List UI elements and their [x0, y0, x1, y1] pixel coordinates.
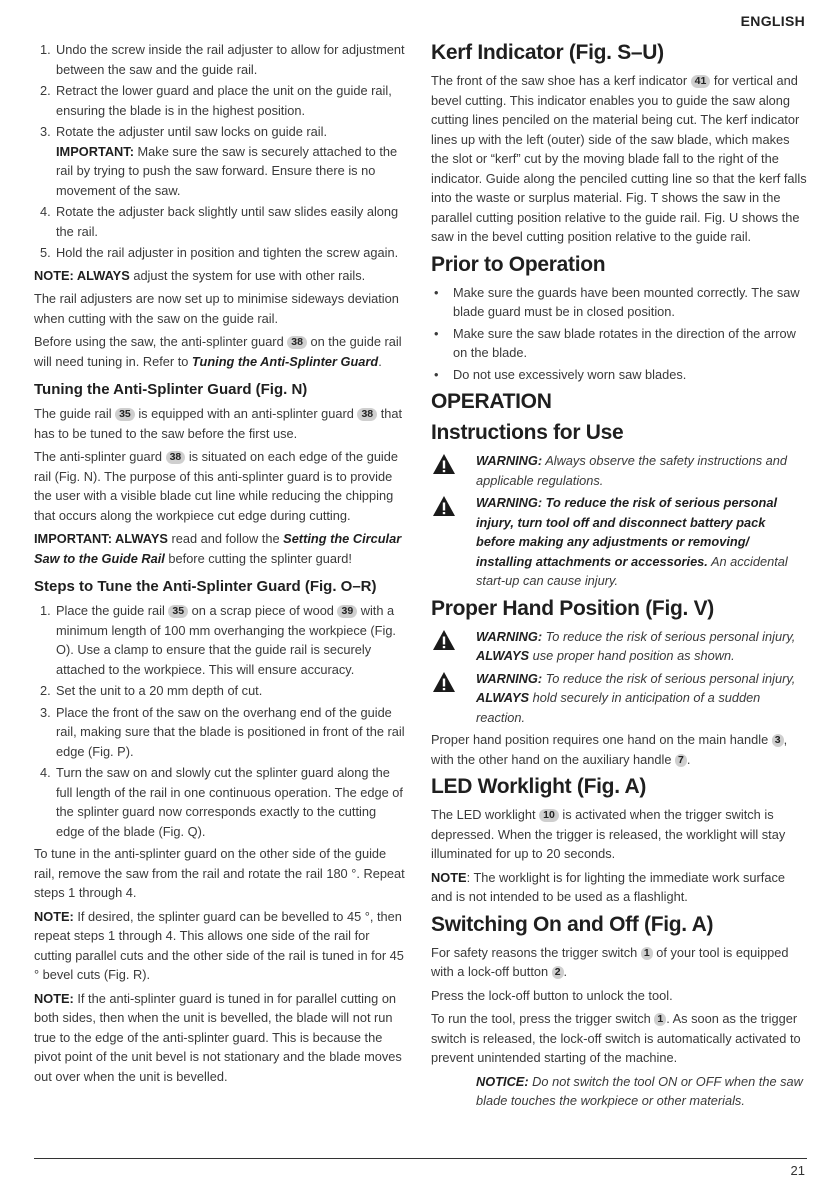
section-heading: LED Worklight (Fig. A)	[431, 775, 647, 798]
paragraph: The rail adjusters are now set up to minimise sideways deviation when cutting with the saw on the guide rail.	[34, 291, 399, 326]
notice-block: NOTICE: Do not switch the tool ON or OFF when the saw blade touches the workpiece or other materials.	[476, 1073, 803, 1108]
paragraph: The anti-splinter guard 38 is situated on each edge of the guide rail (Fig. N). The purpose of this anti-splinter guard is to provide the user with a visible blade cut line while reducing the chipping that occurs along the workpiece cut edge during cutting.	[34, 449, 399, 523]
section-heading: Tuning the Anti-Splinter Guard (Fig. N)	[34, 381, 308, 398]
list-item: 5. Hold the rail adjuster in position and tighten the screw again.	[40, 245, 399, 260]
section-reference: Tuning the Anti-Splinter Guard	[191, 353, 379, 369]
footer-divider	[34, 1158, 807, 1159]
note-worklight: NOTE: The worklight is for lighting the immediate work surface and is not intended to be used as a flashlight.	[431, 869, 785, 904]
warning-icon	[432, 671, 456, 693]
callout-badge: 2	[552, 966, 564, 979]
list-item: 3. Rotate the adjuster until saw locks on guide rail. IMPORTANT: Make sure the saw is securely attached to the rail by trying to push the saw forward. Ensure there is no movement of the saw.	[40, 124, 398, 198]
left-column	[34, 40, 408, 1090]
list-item: 2. Retract the lower guard and place the unit on the guide rail, ensuring the blade is in the highest position.	[40, 83, 392, 118]
note-always: NOTE: ALWAYS adjust the system for use with other rails.	[34, 267, 366, 283]
list-item: • Make sure the saw blade rotates in the direction of the arrow on the blade.	[434, 325, 796, 360]
bullet: •	[434, 366, 439, 382]
callout-badge: 1	[641, 947, 653, 960]
list-item: 1. Undo the screw inside the rail adjuster to allow for adjustment between the saw and the guide rail.	[40, 42, 405, 77]
callout-badge: 7	[675, 754, 687, 767]
section-heading: Steps to Tune the Anti-Splinter Guard (Fig. O–R)	[34, 578, 377, 595]
section-reference: Setting the Circular Saw to the Guide Rail	[34, 531, 402, 566]
warning-icon	[432, 495, 456, 517]
warning-block: WARNING: To reduce the risk of serious personal injury, ALWAYS use proper hand position as shown.	[431, 627, 807, 666]
page-number: 21	[790, 1163, 805, 1178]
callout-badge: 41	[691, 75, 711, 88]
callout-badge: 35	[115, 408, 135, 421]
callout-badge: 38	[357, 408, 377, 421]
paragraph: For safety reasons the trigger switch 1 of your tool is equipped with a lock-off button 2 .	[431, 944, 789, 979]
section-heading: Prior to Operation	[431, 252, 606, 276]
section-heading: Proper Hand Position (Fig. V)	[431, 596, 714, 620]
list-item: 3. Place the front of the saw on the overhang end of the guide rail, making sure that the blade is positioned in front of the rail edge (Fig. P).	[40, 704, 405, 759]
warning-block: WARNING: Always observe the safety instructions and applicable regulations.	[431, 451, 807, 490]
paragraph: The guide rail 35 is equipped with an anti-splinter guard 38 that has to be tuned to the saw before the first use.	[34, 406, 403, 441]
list-item: 4. Turn the saw on and slowly cut the splinter guard along the full length of the rail in one continuous operation. The edge of the splinter guard now corresponds exactly to the cutting edge of the blade (Fig. Q).	[40, 765, 403, 839]
callout-badge: 35	[168, 605, 188, 618]
callout-badge: 10	[539, 809, 559, 822]
section-heading: Instructions for Use	[431, 421, 624, 444]
callout-badge: 38	[287, 336, 307, 349]
paragraph: Proper hand position requires one hand on the main handle 3 , with the other hand on the auxiliary handle 7 .	[431, 732, 788, 767]
chapter-heading: OPERATION	[431, 390, 552, 413]
paragraph: The front of the saw shoe has a kerf indicator 41 for vertical and bevel cutting. This indicator enables you to guide the saw along cutting lines penciled on the material being cut. The kerf indicator lines up with the left (outer) side of the saw blade, which makes the slot or “kerf” cut by the moving blade fall to the right of the indicator. Guide along the penciled cutting line so that the kerf falls into the waste or surplus material. Fig. T shows the saw in the parallel cutting position relative to the guide rail. Fig. U shows the saw in the bevel cutting position relative to the guide rail.	[431, 73, 807, 244]
paragraph: The LED worklight 10 is activated when the trigger switch is depressed. When the trigger is released, the worklight will stay illuminated for up to 20 seconds.	[431, 807, 786, 861]
right-column	[431, 40, 807, 1115]
list-item: • Do not use excessively worn saw blades.	[431, 365, 807, 385]
list-item: 4. Rotate the adjuster back slightly until saw slides easily along the rail.	[40, 204, 399, 239]
prior-operation-list	[431, 283, 807, 385]
warning-block: WARNING: To reduce the risk of serious personal injury, turn tool off and disconnect battery pack before making any adjustments or removing/ installing attachments or accessories. An accidental start-up can cause injury.	[431, 493, 807, 591]
bullet: •	[434, 284, 439, 300]
paragraph: Press the lock-off button to unlock the tool.	[431, 987, 673, 1003]
important-note: IMPORTANT: ALWAYS read and follow the Setting the Circular Saw to the Guide Rail before cutting the splinter guard!	[34, 531, 402, 566]
language-label: ENGLISH	[740, 13, 805, 29]
callout-badge: 1	[654, 1013, 666, 1026]
section-heading: Kerf Indicator (Fig. S–U)	[431, 41, 664, 64]
list-item: 1. Place the guide rail 35 on a scrap piece of wood 39 with a minimum length of 100 mm overhanging the workpiece (Fig. O). Use a clamp to ensure that the guide rail is securely attached to the workpiece. This will ensure accuracy.	[40, 603, 396, 677]
callout-badge: 38	[166, 451, 186, 464]
section-heading: Switching On and Off (Fig. A)	[431, 912, 714, 936]
paragraph: To tune in the anti-splinter guard on the other side of the guide rail, remove the saw from the rail and rotate the rail 180 °. Repeat steps 1 through 4.	[34, 846, 405, 900]
callout-badge: 3	[772, 734, 784, 747]
warning-block: WARNING: To reduce the risk of serious personal injury, ALWAYS hold securely in anticipation of a sudden reaction.	[431, 669, 807, 728]
warning-icon	[432, 453, 456, 475]
note-bevel: NOTE: If desired, the splinter guard can be bevelled to 45 °, then repeat steps 1 through 4. This allows one side of the rail for cutting parallel cuts and the other side of the rail is tuned in for 45 ° bevel cuts (Fig. R).	[34, 908, 404, 982]
rail-adjuster-steps	[34, 40, 408, 263]
tuning-steps	[34, 601, 408, 841]
list-item: 2. Set the unit to a 20 mm depth of cut.	[40, 683, 263, 698]
paragraph: Before using the saw, the anti-splinter guard 38 on the guide rail will need tuning in. Refer to Tuning the Anti-Splinter Guard.	[34, 334, 402, 369]
warning-icon	[432, 629, 456, 651]
bullet: •	[434, 325, 439, 341]
note-parallel: NOTE: If the anti-splinter guard is tuned in for parallel cutting on both sides, then when the unit is bevelled, the blade will not run true to the edge of the anti-splinter guard. This is because the pivot point of the unit bevel is not stationary and the blade moves out over when the unit is bevelled.	[34, 990, 402, 1084]
list-item: • Make sure the guards have been mounted correctly. The saw blade guard must be in closed position.	[434, 284, 800, 319]
paragraph: To run the tool, press the trigger switch 1 . As soon as the trigger switch is released, the lock-off switch is automatically activated to prevent unintended starting of the machine.	[431, 1011, 801, 1065]
callout-badge: 39	[337, 605, 357, 618]
